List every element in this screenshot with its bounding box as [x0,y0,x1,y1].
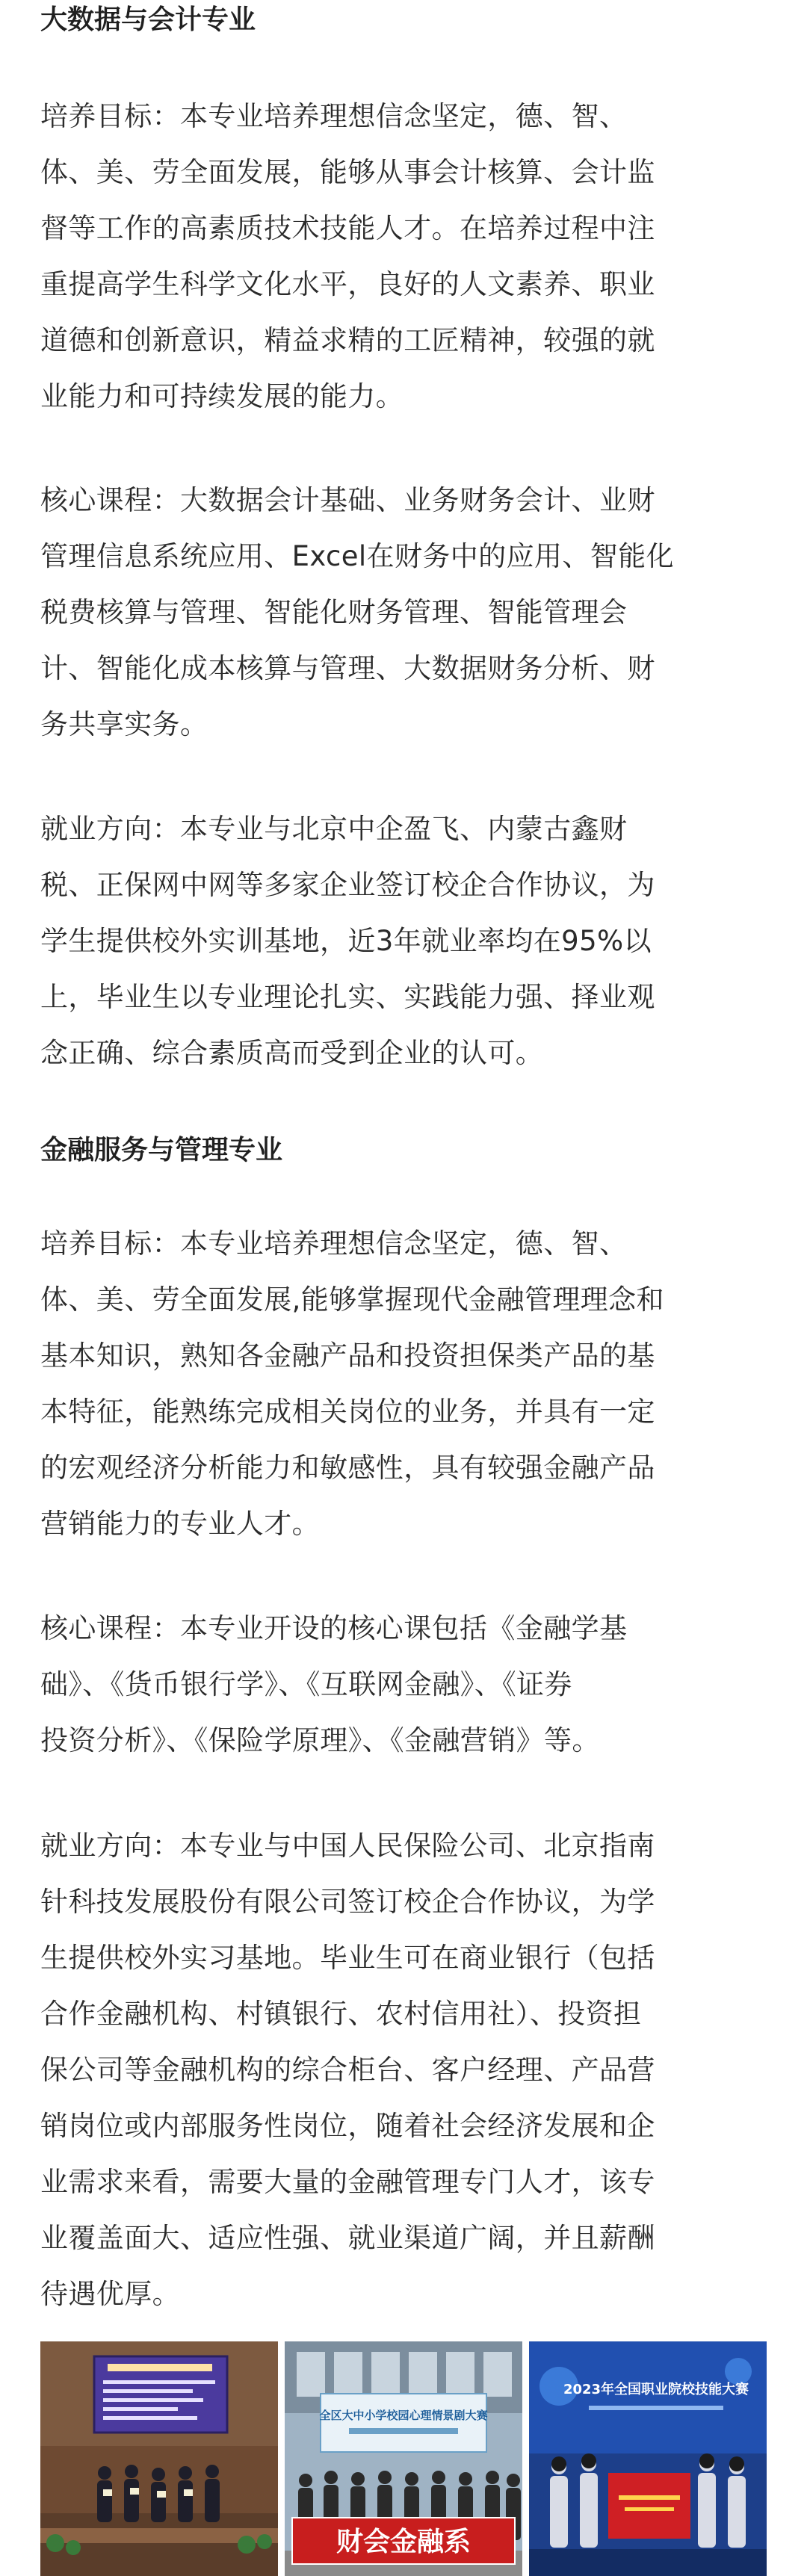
photo-strip [40,2341,767,2576]
photo2-banner-text: 财会金融系 [336,2527,471,2557]
competition-team-image [529,2341,767,2576]
paragraph-accounting-goal: 培养目标：本专业培养理想信念坚定，德、智、 体、美、劳全面发展，能够从事会计核算、会计监 督等工作的高素质技术技能人才。在培养过程中注 重提高学生科学文化水平，良好的人文素养、职业 道德和创新意识，精益求精的工匠精神，较强的就 业能力和可持续发展的能力。 [40,100,655,412]
photo-competition-team[interactable] [529,2341,767,2576]
team-banner-image [285,2341,522,2576]
photo-award-ceremony[interactable] [40,2341,278,2576]
paragraph-finance-courses: 核心课程：本专业开设的核心课包括《金融学基 础》、《货币银行学》、《互联网金融》、《证券 投资分析》、《保险学原理》、《金融营销》等。 [40,1612,628,1756]
paragraph-finance-goal: 培养目标：本专业培养理想信念坚定，德、智、 体、美、劳全面发展,能够掌握现代金融管理理念和 基本知识，熟知各金融产品和投资担保类产品的基 本特征，能熟练完成相关岗位的业务，并具有一定 的宏观经济分析能力和敏感性，具有较强金融产品 营销能力的专业人才。 [40,1227,664,1540]
section-title-finance: 金融服务与管理专业 [40,1135,283,1165]
photo-team-banner[interactable] [285,2341,522,2576]
paragraph-finance-employment: 就业方向：本专业与中国人民保险公司、北京指南 针科技发展股份有限公司签订校企合作协议，为学 生提供校外实习基地。毕业生可在商业银行（包括 合作金融机构、村镇银行、农村信用社）、投资担 保公司等金融机构的综合柜台、客户经理、产品营 销岗位或内部服务性岗位，随着社会经济发展和企 业需求来看，需要大量的金融管理专门人才，该专 业覆盖面大、适应性强、就业渠道广阔，并且薪酬 待遇优厚。 [40,1830,655,2310]
paragraph-accounting-courses: 核心课程：大数据会计基础、业务财务会计、业财 管理信息系统应用、Excel在财务中的应用、智能化 税费核算与管理、智能化财务管理、智能管理会 计、智能化成本核算与管理、大数据财务分析、财 务共享实务。 [40,484,675,740]
photo3-headline: 2023年全国职业院校技能大赛 [563,2382,749,2397]
photo2-headline: 全区大中小学校园心理情景剧大赛 [319,2409,488,2422]
award-ceremony-image [40,2341,278,2576]
paragraph-accounting-employment: 就业方向：本专业与北京中企盈飞、内蒙古鑫财 税、正保网中网等多家企业签订校企合作协议，为 学生提供校外实训基地，近3年就业率均在95%以 上，毕业生以专业理论扎实、实践能力强、择业观 念正确、综合素质高而受到企业的认可。 [40,813,655,1069]
section-title-accounting: 大数据与会计专业 [40,4,256,35]
